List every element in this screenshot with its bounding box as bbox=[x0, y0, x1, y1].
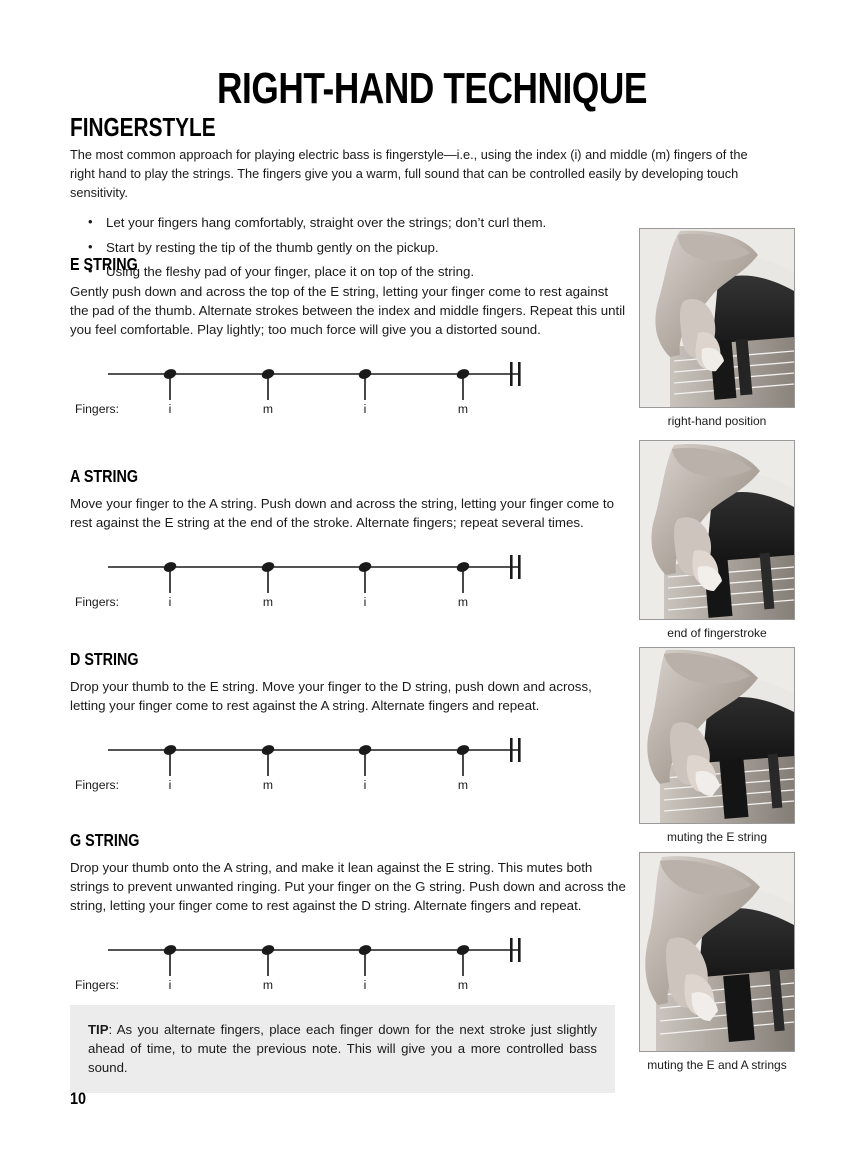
photo-frame bbox=[639, 852, 795, 1052]
tip-text bbox=[88, 1020, 597, 1077]
photo-caption: muting the E string bbox=[666, 830, 768, 844]
tip-label: TIP bbox=[88, 1022, 109, 1037]
tip-callout-box bbox=[70, 1005, 615, 1093]
section-title: FINGERSTYLE bbox=[70, 111, 216, 142]
string-section-body: Gently push down and across the top of the E string, letting your finger come to rest against the pad of the thumb. Alternate strokes between the index and middle fingers. Repeat this until you feel comfortable. Play lightly; too much force will give you a distorted sound. bbox=[70, 284, 626, 337]
page-number: 10 bbox=[70, 1089, 87, 1108]
finger-mark: i bbox=[363, 977, 367, 992]
finger-mark: i bbox=[168, 977, 172, 992]
fingers-label: Fingers: bbox=[75, 401, 120, 416]
finger-mark: i bbox=[168, 595, 172, 609]
photo-frame bbox=[639, 228, 795, 408]
notation-staff-svg bbox=[70, 551, 540, 601]
string-section-body: Move your finger to the A string. Push down and across the string, letting your finger come to rest against the E string at the end of the stroke. Alternate fingers; repeat several times. bbox=[70, 496, 614, 531]
finger-mark: m bbox=[457, 778, 469, 792]
string-section-heading: A STRING bbox=[70, 466, 139, 486]
finger-mark: m bbox=[457, 595, 469, 609]
notation-diagram-d bbox=[70, 734, 540, 804]
finger-mark: i bbox=[363, 401, 367, 416]
string-section-heading: D STRING bbox=[70, 649, 139, 669]
notation-diagram-a bbox=[70, 551, 540, 621]
photo-block-muting-e-and-a-strings bbox=[639, 852, 795, 1072]
notation-staff-svg bbox=[70, 934, 540, 984]
photo-block-right-hand-position bbox=[639, 228, 795, 428]
photo-frame bbox=[639, 440, 795, 620]
list-item: • Using the fleshy pad of your finger, place it on top of the string. bbox=[70, 265, 630, 278]
fingers-label: Fingers: bbox=[75, 778, 120, 792]
string-section-heading: G STRING bbox=[70, 830, 140, 850]
bass-hand-photo bbox=[640, 853, 794, 1051]
finger-mark: m bbox=[262, 595, 274, 609]
photo-block-end-of-fingerstroke bbox=[639, 440, 795, 640]
string-section-body: Drop your thumb to the E string. Move your finger to the D string, push down and across, letting your finger come to rest against the A string. Alternate fingers and repeat. bbox=[70, 679, 592, 714]
bass-hand-photo bbox=[640, 648, 794, 823]
photo-caption: muting the E and A strings bbox=[647, 1058, 787, 1072]
finger-mark: i bbox=[168, 401, 172, 416]
notation-staff-svg bbox=[70, 358, 540, 408]
string-section-d bbox=[70, 650, 630, 804]
finger-mark: m bbox=[262, 778, 274, 792]
fingers-label: Fingers: bbox=[75, 595, 120, 609]
string-section-heading: E STRING bbox=[70, 254, 138, 274]
string-section-e bbox=[70, 255, 630, 428]
notation-diagram-g bbox=[70, 934, 540, 1004]
bass-hand-photo bbox=[640, 441, 794, 619]
finger-mark: i bbox=[168, 778, 172, 792]
string-section-g bbox=[70, 831, 630, 1004]
list-item: • Start by resting the tip of the thumb gently on the pickup. bbox=[70, 241, 630, 254]
finger-mark: m bbox=[262, 401, 274, 416]
intro-paragraph: The most common approach for playing electric bass is fingerstyle—i.e., using the index (i) and middle (m) fingers of the right hand to play the strings. The fingers give you a warm, full sound that can be controlled easily by developing touch sensitivity. bbox=[70, 147, 748, 201]
tip-body: : As you alternate fingers, place each finger down for the next stroke just slightly ahead of time, to mute the previous note. This will give you a more controlled bass sound. bbox=[88, 1022, 597, 1076]
string-section-a bbox=[70, 467, 630, 621]
finger-mark: i bbox=[363, 778, 367, 792]
string-section-body: Drop your thumb onto the A string, and make it lean against the E string. This mutes both strings to prevent unwanted ringing. Put your finger on the G string. Push down and across the string, letting your finger come to rest against the D string. Alternate fingers and repeat. bbox=[70, 860, 626, 913]
fingers-label: Fingers: bbox=[75, 977, 120, 992]
photo-caption: right-hand position bbox=[667, 414, 767, 428]
list-item: • Let your fingers hang comfortably, straight over the strings; don’t curl them. bbox=[70, 216, 630, 229]
finger-mark: m bbox=[457, 401, 469, 416]
notation-staff-svg bbox=[70, 734, 540, 784]
finger-mark: i bbox=[363, 595, 367, 609]
page-title: RIGHT-HAND TECHNIQUE bbox=[216, 64, 648, 114]
finger-mark: m bbox=[457, 977, 469, 992]
notation-diagram-e bbox=[70, 358, 540, 428]
photo-caption: end of fingerstroke bbox=[667, 626, 767, 640]
photo-block-muting-e-string bbox=[639, 647, 795, 844]
finger-mark: m bbox=[262, 977, 274, 992]
photo-frame bbox=[639, 647, 795, 824]
bass-hand-photo bbox=[640, 229, 794, 407]
